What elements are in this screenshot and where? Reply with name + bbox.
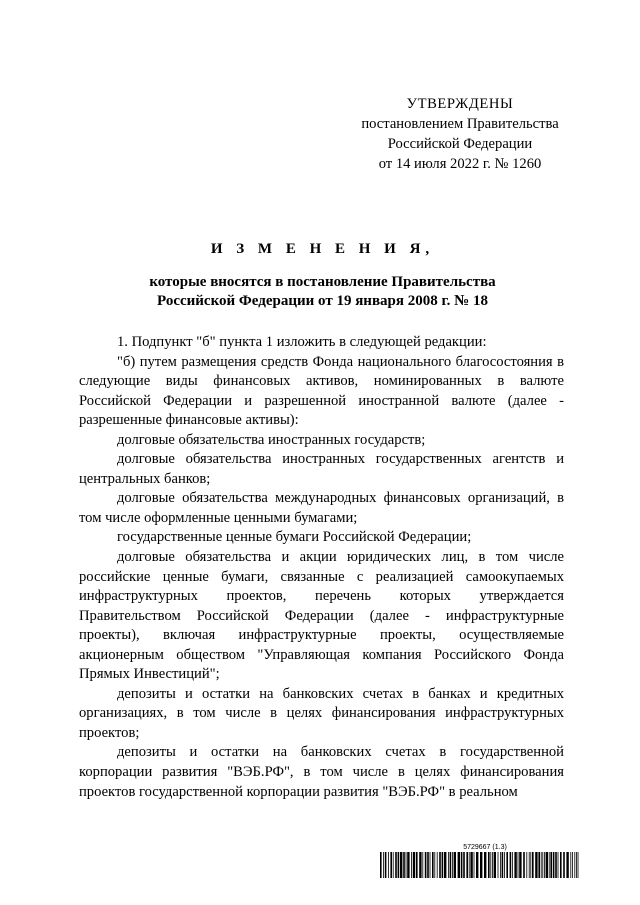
barcode-bar (544, 852, 545, 878)
barcode-bar (406, 852, 407, 878)
barcode-bar (484, 852, 486, 878)
barcode-bar (574, 852, 575, 878)
barcode-bar (488, 852, 490, 878)
barcode-bar (542, 852, 543, 878)
barcode-bar (510, 852, 512, 878)
barcode-bar (546, 852, 548, 878)
barcode-bar (380, 852, 382, 878)
barcode-bar (434, 852, 435, 878)
barcode-bar (512, 852, 513, 878)
barcode-bar (550, 852, 552, 878)
paragraph: долговые обязательства международных финансовых организаций, в том числе оформленные ценными бумагами; (79, 490, 564, 526)
paragraph: государственные ценные бумаги Российской Федерации; (117, 529, 472, 546)
barcode-bar (476, 852, 478, 878)
barcode-bar (448, 852, 449, 878)
barcode-bar (425, 852, 427, 878)
paragraph: 1. Подпункт "б" пункта 1 изложить в следующей редакции: (117, 334, 487, 350)
barcode-bar (442, 852, 444, 878)
document-subtitle-line-1: которые вносятся в постановление Правительства (149, 274, 496, 290)
barcode-bar (502, 852, 504, 878)
barcode-bar (432, 852, 434, 878)
barcode-bar (570, 852, 571, 878)
barcode-bar (450, 852, 452, 878)
barcode-bar (393, 852, 394, 878)
barcode-bar (549, 852, 550, 878)
approval-line-3: от 14 июля 2022 г. № 1260 (378, 156, 542, 172)
approval-line-1: постановлением Правительства (361, 116, 559, 132)
barcode-bar (461, 852, 463, 878)
paragraph: долговые обязательства и акции юридических лиц, в том числе российские ценные бумаги, связанные с реализацией самоокупаемых инфраструктурных проектов, перечень которых утверждается Правительством Российской Федерации (далее - инфраструктурные проекты), включая инфраструктурные проекты, осуществляемые акционерным обществом "Управляющая компания Российского Фонда Прямых Инвестиций"; (79, 549, 564, 683)
barcode-bar (430, 852, 431, 878)
barcode-bar (555, 852, 557, 878)
barcode-bar (532, 852, 534, 878)
barcode-bar (529, 852, 530, 878)
barcode-bar (518, 852, 519, 878)
approval-title: УТВЕРЖДЕНЫ (406, 96, 514, 112)
barcode-bar (454, 852, 456, 878)
barcode-bar (469, 852, 470, 878)
barcode-bar (398, 852, 400, 878)
barcode-bar (411, 852, 412, 878)
barcode-bar (413, 852, 415, 878)
barcode-bar (439, 852, 441, 878)
barcode-bar (474, 852, 475, 878)
paragraph: депозиты и остатки на банковских счетах в государственной корпорации развития "ВЭБ.РФ", в том числе в целях финансирования проектов государственной корпорации развития "ВЭБ.РФ" в реальном (79, 744, 564, 800)
barcode-bar (526, 852, 527, 878)
barcode-bar (395, 852, 397, 878)
barcode-bar (470, 852, 472, 878)
barcode-block (380, 843, 580, 878)
barcode-bar (383, 852, 384, 878)
barcode-bar (416, 852, 418, 878)
barcode-bar (407, 852, 409, 878)
barcode-bar (566, 852, 568, 878)
barcode-bar (572, 852, 573, 878)
paragraph: депозиты и остатки на банковских счетах в банках и кредитных организациях, в том числе в целях финансирования инфраструктурных проектов; (79, 685, 564, 741)
barcode-bar (458, 852, 460, 878)
barcode-bar (492, 852, 493, 878)
document-heading (80, 240, 565, 311)
barcode-bar (538, 852, 540, 878)
barcode-bar (422, 852, 423, 878)
barcode-bar (553, 852, 555, 878)
barcode-bar (388, 852, 389, 878)
document-subtitle-line-2: Российской Федерации от 19 января 2008 г. № 18 (157, 293, 488, 309)
barcode-bar (400, 852, 402, 878)
barcode-bar (535, 852, 537, 878)
barcode-bar (541, 852, 542, 878)
barcode-bar (390, 852, 392, 878)
barcode-bar (504, 852, 505, 878)
barcode-bar (403, 852, 405, 878)
barcode-bar (444, 852, 446, 878)
paragraph: "б) путем размещения средств Фонда национального благосостояния в следующие виды финансовых активов, номинированных в валюте Российской Федерации и разрешенной иностранной валюте (далее - разрешенные финансовые активы): (79, 353, 564, 429)
barcode-bar (452, 852, 453, 878)
barcode-bar (437, 852, 438, 878)
barcode-bar (530, 852, 531, 878)
barcode-bar (385, 852, 387, 878)
barcode-icon (380, 852, 580, 878)
barcode-bar (560, 852, 562, 878)
barcode-bar (500, 852, 501, 878)
approval-line-2: Российской Федерации (387, 136, 533, 152)
barcode-bar (506, 852, 508, 878)
barcode-bar (466, 852, 468, 878)
barcode-bar (578, 852, 579, 878)
barcode-bar (480, 852, 482, 878)
document-body (79, 333, 564, 802)
barcode-bar (419, 852, 421, 878)
barcode-bar (576, 852, 577, 878)
barcode-bar (490, 852, 491, 878)
approval-block (340, 94, 580, 174)
paragraph: долговые обязательства иностранных государственных агентств и центральных банков; (79, 451, 564, 487)
barcode-bar (494, 852, 496, 878)
barcode-bar (519, 852, 521, 878)
barcode-bar (558, 852, 559, 878)
barcode-bar (514, 852, 516, 878)
barcode-number: 5729667 (1.3) (463, 844, 507, 851)
barcode-bar (523, 852, 525, 878)
barcode-bar (563, 852, 565, 878)
barcode-bar (498, 852, 499, 878)
barcode-bar (427, 852, 429, 878)
document-title: И З М Е Н Е Н И Я, (210, 241, 435, 257)
paragraph: долговые обязательства иностранных государств; (117, 431, 426, 448)
barcode-bar (463, 852, 465, 878)
